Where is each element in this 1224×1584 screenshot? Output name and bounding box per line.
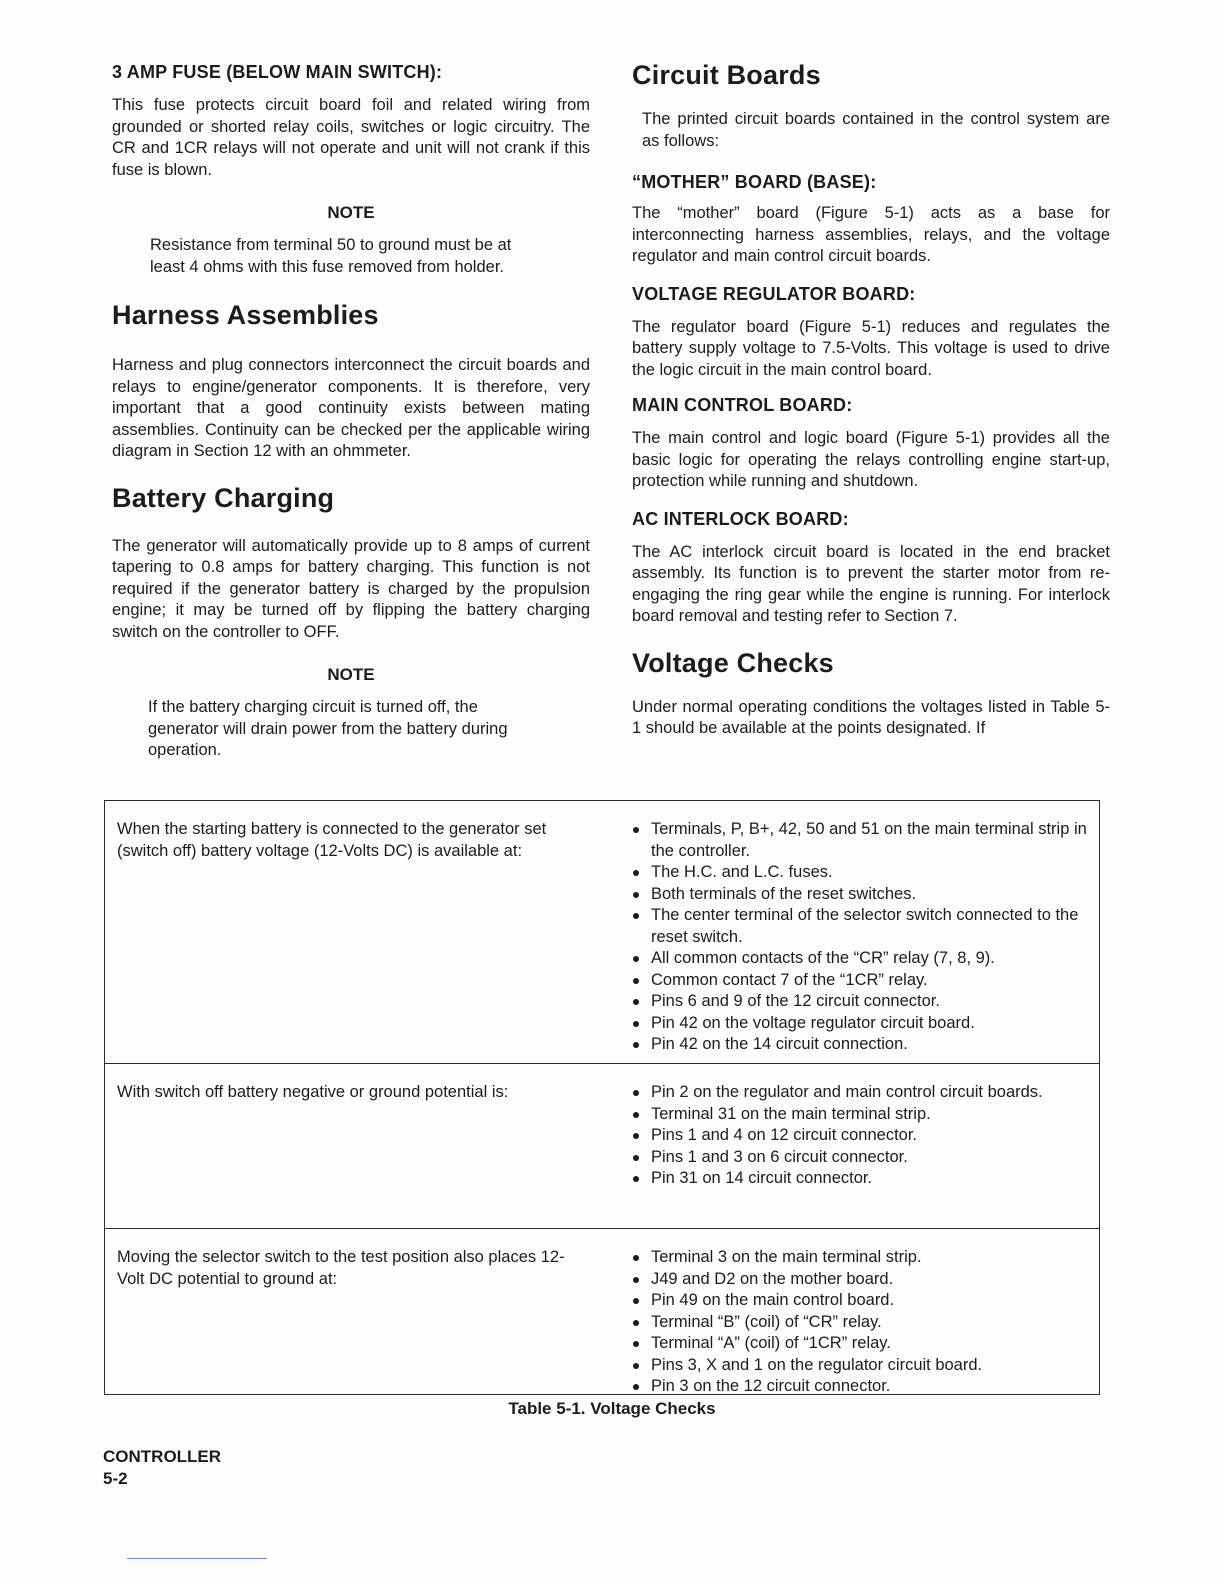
list-item: Common contact 7 of the “1CR” relay. <box>627 970 1087 992</box>
mother-board-text: The “mother” board (Figure 5-1) acts as a base for interconnecting harness assemblies, relays, and the voltage regulator and main control circuit boards. <box>632 204 1110 265</box>
list-item: Terminal “A” (coil) of “1CR” relay. <box>627 1333 1087 1355</box>
list-item: All common contacts of the “CR” relay (7, 8, 9). <box>627 948 1087 970</box>
ac-interlock-heading: AC INTERLOCK BOARD: <box>632 508 849 529</box>
list-item: The H.C. and L.C. fuses. <box>627 862 1087 884</box>
circuit-boards-text: The printed circuit boards contained in the control system are as follows: <box>642 110 1110 150</box>
list-item: Pin 49 on the main control board. <box>627 1290 1087 1312</box>
mother-board-heading: “MOTHER” BOARD (BASE): <box>632 172 877 192</box>
voltage-checks-heading: Voltage Checks <box>632 647 834 678</box>
points-list <box>627 1082 1087 1190</box>
table-points-cell <box>627 1082 1087 1190</box>
ac-interlock-text: The AC interlock circuit board is located in the end bracket assembly. Its function is to prevent the starter motor from re-engaging the ring gear while the engine is running. For interlock board removal and testing refer to Section 7. <box>632 542 1110 625</box>
list-item: Terminal 31 on the main terminal strip. <box>627 1104 1087 1126</box>
list-item: Pins 6 and 9 of the 12 circuit connector. <box>627 991 1087 1013</box>
list-item: Terminal 3 on the main terminal strip. <box>627 1247 1087 1269</box>
list-item: The center terminal of the selector switch connected to the reset switch. <box>627 905 1087 948</box>
battery-heading: Battery Charging <box>112 482 335 513</box>
list-item: Pins 1 and 3 on 6 circuit connector. <box>627 1147 1087 1169</box>
table-points-cell <box>627 1247 1087 1398</box>
list-item: Terminal “B” (coil) of “CR” relay. <box>627 1312 1087 1334</box>
list-item: J49 and D2 on the mother board. <box>627 1269 1087 1291</box>
points-list <box>627 819 1087 1056</box>
main-control-heading: MAIN CONTROL BOARD: <box>632 395 853 415</box>
voltage-regulator-text: The regulator board (Figure 5-1) reduces and regulates the battery supply voltage to 7.5-Volts. This voltage is used to drive the logic circuit in the main control board. <box>632 317 1110 379</box>
table-row <box>105 801 1099 1063</box>
table-condition-cell: When the starting battery is connected to the generator set (switch off) battery voltage (12-Volts DC) is available at: <box>117 820 547 860</box>
left-column <box>112 58 590 762</box>
footer-page-number: 5-2 <box>103 1469 128 1488</box>
note-label: NOTE <box>327 203 375 222</box>
circuit-boards-heading: Circuit Boards <box>632 60 821 90</box>
list-item: Terminals, P, B+, 42, 50 and 51 on the main terminal strip in the controller. <box>627 819 1087 862</box>
table-caption: Table 5-1. Voltage Checks <box>508 1399 716 1418</box>
list-item: Pin 42 on the 14 circuit connection. <box>627 1034 1087 1056</box>
note-label: NOTE <box>327 665 375 684</box>
table-row <box>105 1063 1099 1228</box>
voltage-regulator-heading: VOLTAGE REGULATOR BOARD: <box>632 283 916 304</box>
list-item: Pins 3, X and 1 on the regulator circuit board. <box>627 1355 1087 1377</box>
list-item: Pins 1 and 4 on 12 circuit connector. <box>627 1125 1087 1147</box>
battery-text: The generator will automatically provide up to 8 amps of current tapering to 0.8 amps for battery charging. This function is not required if the generator battery is charged by the propulsion engine; it may be turned off by flipping the battery charging switch on the controller to OFF. <box>112 536 590 641</box>
footer-rule <box>127 1558 267 1559</box>
note-text: If the battery charging circuit is turned off, the generator will drain power from the battery during operation. <box>148 698 508 759</box>
voltage-checks-text: Under normal operating conditions the voltages listed in Table 5-1 should be available at the points designated. If <box>632 697 1110 737</box>
points-list <box>627 1247 1087 1398</box>
footer-section-label: CONTROLLER <box>103 1447 222 1466</box>
table-row <box>105 1228 1099 1394</box>
page-footer <box>103 1446 221 1490</box>
table-condition-cell: Moving the selector switch to the test position also places 12-Volt DC potential to ground at: <box>117 1248 565 1288</box>
table-points-cell <box>627 819 1087 1056</box>
table-condition-cell: With switch off battery negative or ground potential is: <box>117 1083 509 1101</box>
list-item: Pin 3 on the 12 circuit connector. <box>627 1376 1087 1398</box>
list-item: Pin 42 on the voltage regulator circuit board. <box>627 1013 1087 1035</box>
main-control-text: The main control and logic board (Figure 5-1) provides all the basic logic for operating the relays controlling engine start-up, protection while running and shutdown. <box>632 429 1110 490</box>
list-item: Both terminals of the reset switches. <box>627 884 1087 906</box>
list-item: Pin 2 on the regulator and main control circuit boards. <box>627 1082 1087 1104</box>
right-column <box>632 58 1110 740</box>
voltage-checks-table <box>104 800 1100 1395</box>
harness-text: Harness and plug connectors interconnect the circuit boards and relays to engine/generator components. It is therefore, very important that a good continuity exists between mating assemblies. Continuity can be checked per the applicable wiring diagram in Section 12 with an ohmmeter. <box>112 356 590 460</box>
note-text: Resistance from terminal 50 to ground must be at least 4 ohms with this fuse removed from holder. <box>150 236 512 276</box>
fuse-heading: 3 AMP FUSE (BELOW MAIN SWITCH): <box>112 62 443 82</box>
fuse-text: This fuse protects circuit board foil and related wiring from grounded or shorted relay coils, switches or logic circuitry. The CR and 1CR relays will not operate and unit will not crank if this fuse is blown. <box>112 96 590 179</box>
harness-heading: Harness Assemblies <box>112 300 379 330</box>
list-item: Pin 31 on 14 circuit connector. <box>627 1168 1087 1190</box>
